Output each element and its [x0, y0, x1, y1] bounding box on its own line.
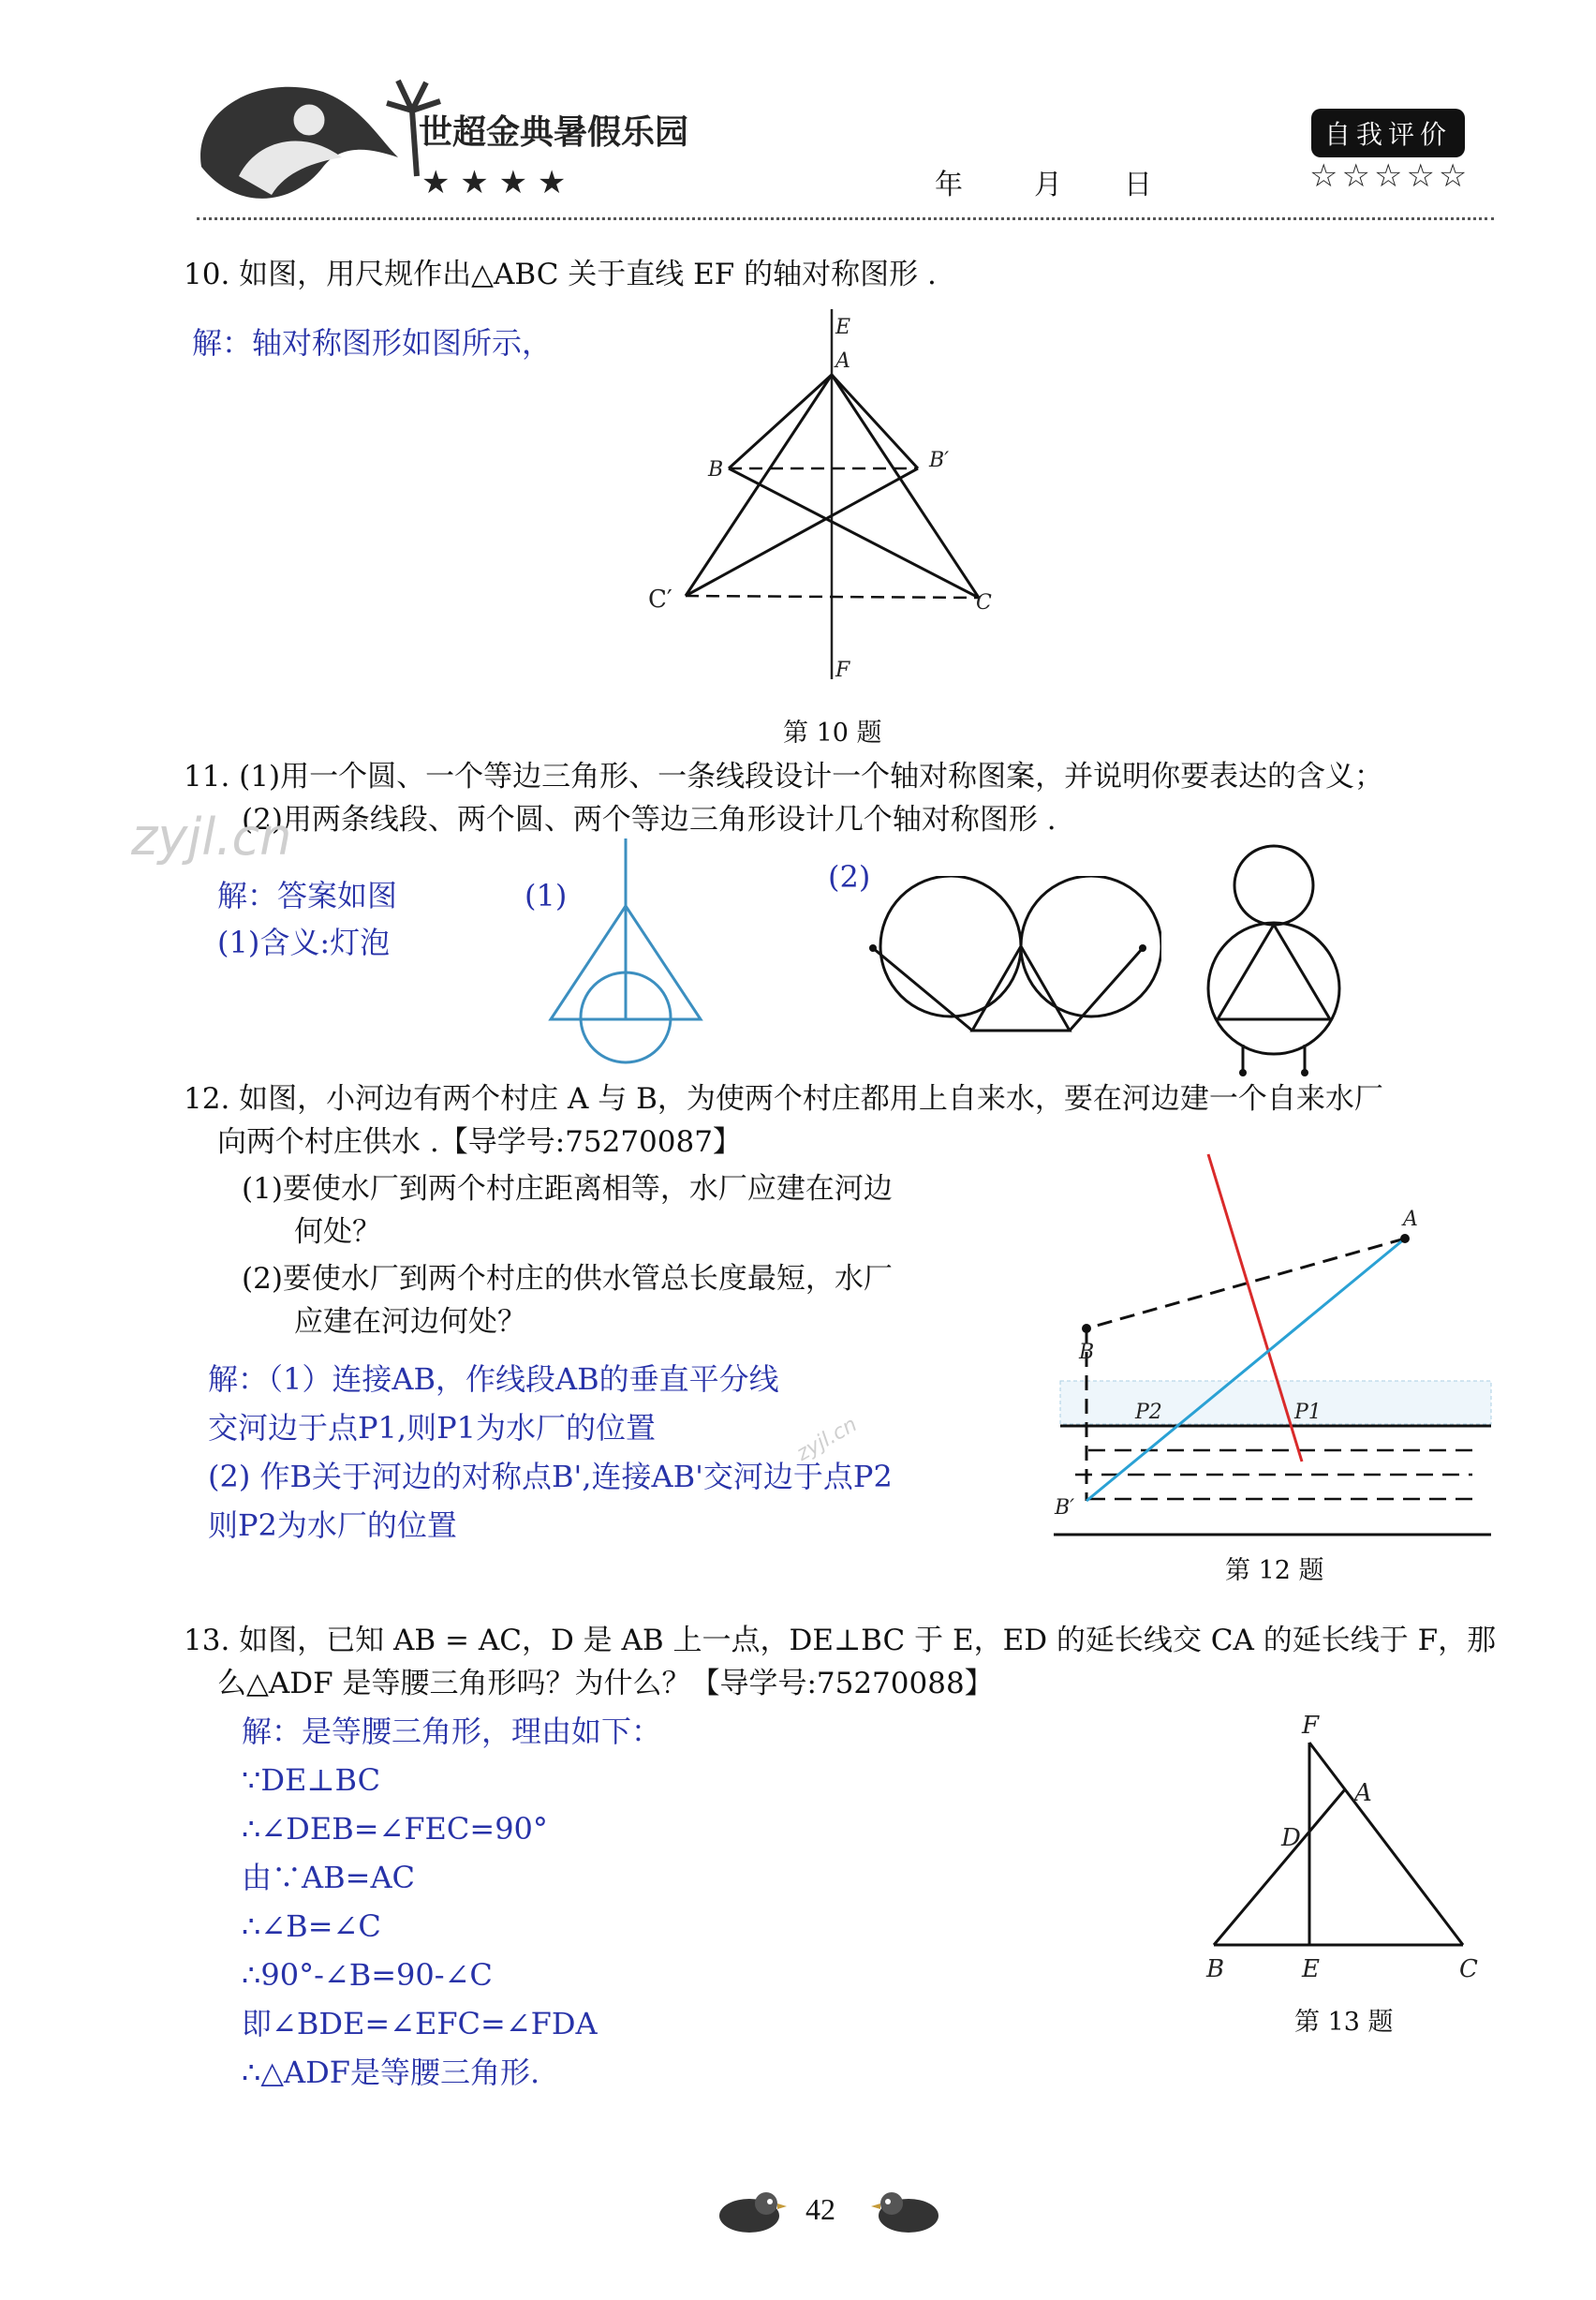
q13-label-b: B: [1206, 1955, 1225, 1983]
q13-line-ca: [1309, 1743, 1463, 1945]
left-foot: [1239, 1069, 1247, 1076]
q13-answer-line: ∴∠DEB=∠FEC=90°: [242, 1811, 548, 1847]
q11-person-figure: [1204, 843, 1344, 1077]
self-eval-badge: 自我评价: [1311, 109, 1465, 157]
footer-bird-left-icon: [712, 2183, 787, 2239]
q12-line1: 12. 如图，小河边有两个村庄 A 与 B，为使两个村庄都用上自来水，要在河边建一个自来水厂: [184, 1082, 1383, 1116]
q12-ans2: 交河边于点P1,则P1为水厂的位置: [208, 1410, 656, 1446]
watermark: zyjl.cn: [131, 808, 292, 867]
date-year: 年: [935, 169, 963, 201]
q10-line-ac: [832, 375, 979, 598]
q13-answer: [242, 1707, 661, 2097]
q10-question: 10. 如图，用尺规作出△ABC 关于直线 EF 的轴对称图形 .: [184, 258, 937, 291]
head-circle: [1234, 846, 1313, 925]
q12-label-p1: P1: [1294, 1401, 1322, 1424]
q13-answer-line: ∴90°-∠B=90-∠C: [242, 1957, 493, 1993]
q12-label-bp: B′: [1055, 1496, 1075, 1520]
q13-label-a: A: [1354, 1779, 1372, 1807]
left-dot: [869, 944, 877, 952]
q13-answer-line: ∴∠B=∠C: [242, 1908, 381, 1944]
point-b: [1082, 1324, 1091, 1333]
q13-line1: 13. 如图，已知 AB = AC，D 是 AB 上一点，DE⊥BC 于 E，ED 的延长线交 CA 的延长线于 F，那: [184, 1624, 1497, 1657]
q12-line-ab: [1086, 1239, 1405, 1328]
left-circle: [880, 876, 1021, 1016]
logo-illustration: [183, 54, 801, 214]
q11-hearts-figure: [862, 876, 1161, 1040]
logo-stars: ★ ★ ★ ★: [421, 164, 567, 201]
q13-label-c: C: [1459, 1955, 1478, 1983]
q12-sub1a: (1)要使水厂到两个村庄距离相等，水厂应建在河边: [242, 1172, 893, 1206]
q13-answer-line: 即∠BDE=∠EFC=∠FDA: [242, 2006, 598, 2041]
q12-label-p2: P2: [1135, 1401, 1162, 1424]
q12-ans1: 解：（1）连接AB，作线段AB的垂直平分线: [208, 1361, 779, 1397]
header-logo: [183, 54, 801, 214]
body-circle: [1208, 923, 1339, 1054]
river-band: [1060, 1381, 1491, 1424]
date-day: 日: [1124, 169, 1152, 201]
q13-answer-line: ∴△ADF是等腰三角形.: [242, 2055, 540, 2090]
q13-figure: [1199, 1705, 1499, 1986]
q10-figure: [628, 309, 1021, 693]
q12-sub1b: 何处？: [294, 1215, 381, 1249]
footer-bird-right-icon: [871, 2183, 946, 2239]
header-divider: [197, 217, 1494, 220]
q13-label-e: E: [1302, 1955, 1320, 1983]
q13-label-f: F: [1302, 1712, 1320, 1740]
right-dot: [1139, 944, 1146, 952]
q12-label-b: B: [1079, 1341, 1095, 1364]
q10-label-e: E: [835, 316, 851, 339]
q13-answer-line: 由∵AB=AC: [242, 1860, 416, 1895]
q10-line-bc: [729, 468, 979, 598]
right-foot: [1301, 1069, 1308, 1076]
q10-label-f: F: [835, 659, 850, 682]
q10-answer: 解：轴对称图形如图所示，: [192, 325, 553, 361]
q13-answer-line: ∵DE⊥BC: [242, 1762, 381, 1798]
watermark-small: zyjl.cn: [792, 1413, 862, 1466]
q10-label-a: A: [835, 349, 850, 373]
q11-answer-line2: (1)含义:灯泡: [217, 925, 391, 960]
rating-stars: ☆☆☆☆☆: [1309, 157, 1471, 195]
q13-caption: 第 13 题: [1294, 2008, 1394, 2037]
q10-line-bpcp: [686, 468, 918, 596]
q10-label-bp: B′: [929, 449, 950, 472]
body-triangle: [1218, 925, 1330, 1019]
q12-ans4: 则P2为水厂的位置: [208, 1507, 457, 1543]
left-segment: [873, 948, 972, 1031]
q12-sub2b: 应建在河边何处？: [294, 1305, 526, 1339]
q10-line-abp: [832, 375, 918, 468]
q11-answer-line1: 解：答案如图: [217, 878, 398, 913]
q11-label2: (2): [828, 859, 871, 895]
page-number: 42: [805, 2192, 835, 2226]
q10-line-acp: [686, 375, 832, 596]
q12-label-a: A: [1403, 1208, 1418, 1231]
q10-label-b: B: [708, 458, 724, 482]
q10-label-c: C: [976, 591, 992, 615]
q10-caption: 第 10 题: [783, 719, 882, 748]
q12-sub2a: (2)要使水厂到两个村庄的供水管总长度最短，水厂: [242, 1262, 893, 1296]
q11-line1: 11. (1)用一个圆、一个等边三角形、一条线段设计一个轴对称图案，并说明你要表达的含义；: [184, 760, 1384, 794]
q10-label-cp: C′: [648, 586, 672, 614]
date-month: 月: [1034, 169, 1062, 201]
point-a: [1400, 1234, 1410, 1243]
q11-label1: (1): [525, 878, 568, 913]
q10-dash-ccp: [686, 596, 979, 598]
q12-caption: 第 12 题: [1225, 1556, 1324, 1585]
q13-label-d: D: [1281, 1824, 1301, 1852]
q13-line2: 么△ADF 是等腰三角形吗？为什么？【导学号:75270088】: [217, 1667, 994, 1700]
q11-line2: (2)用两条线段、两个圆、两个等边三角形设计几个轴对称图形 .: [242, 803, 1057, 837]
q11-bulb-figure: [543, 838, 712, 1068]
logo-text: 世超金典暑假乐园: [419, 113, 689, 152]
q12-figure: [1049, 1152, 1499, 1546]
q12-line2: 向两个村庄供水 .【导学号:75270087】: [217, 1125, 742, 1159]
q13-answer-line: 解：是等腰三角形，理由如下：: [242, 1714, 662, 1749]
q13-line-ba: [1214, 1789, 1345, 1945]
right-segment: [1070, 948, 1143, 1031]
q12-ans3: (2) 作B关于河边的对称点B',连接AB'交河边于点P2: [208, 1459, 893, 1494]
